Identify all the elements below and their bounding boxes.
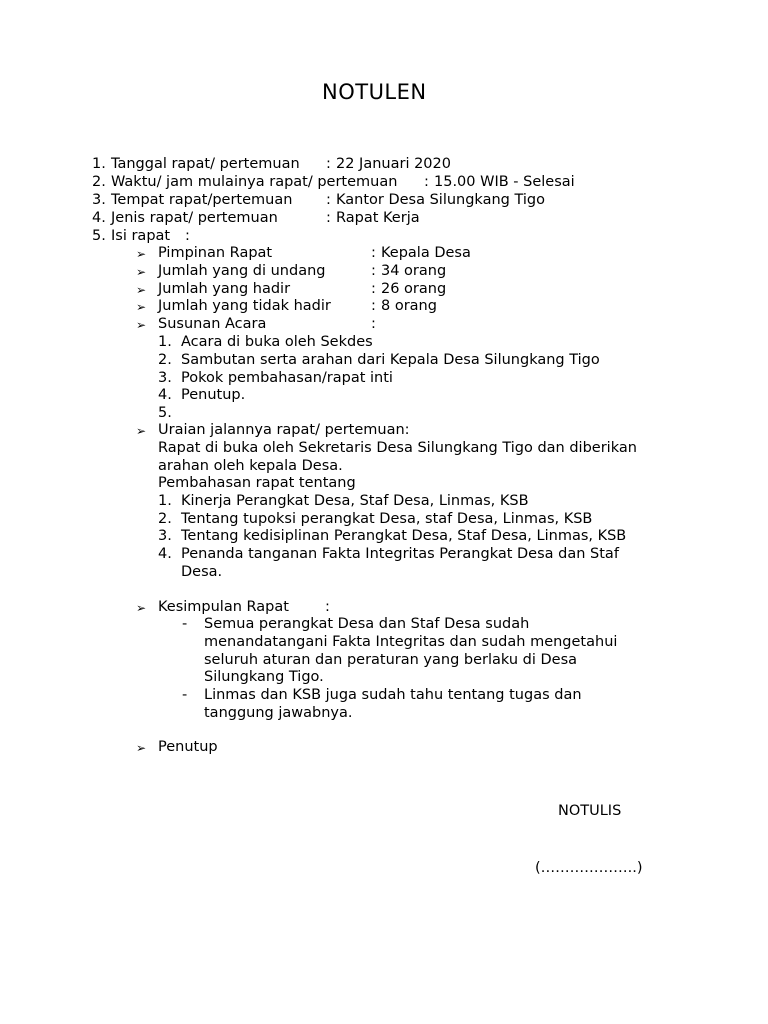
item-label: Isi rapat — [111, 228, 171, 244]
arrow-bullet-icon: ➢ — [136, 741, 147, 755]
uraian-line: Rapat di buka oleh Sekretaris Desa Silungkang Tigo dan diberikan — [158, 440, 637, 456]
pembahasan-text: Tentang tupoksi perangkat Desa, staf Desa, Linmas, KSB — [181, 511, 593, 527]
arrow-bullet-icon: ➢ — [136, 601, 147, 615]
kesimpulan-text: Silungkang Tigo. — [204, 669, 324, 685]
acara-number: 5. — [158, 405, 172, 421]
isi-separator: : — [371, 245, 376, 261]
item-separator: : — [326, 192, 331, 208]
item-label: Waktu/ jam mulainya rapat/ pertemuan — [111, 174, 398, 190]
uraian-heading: Uraian jalannya rapat/ pertemuan: — [158, 422, 410, 438]
kesimpulan-text: Linmas dan KSB juga sudah tahu tentang tugas dan — [204, 687, 582, 703]
pembahasan-text: Kinerja Perangkat Desa, Staf Desa, Linmas, KSB — [181, 493, 529, 509]
acara-number: 2. — [158, 352, 172, 368]
item-number: 5. — [92, 228, 106, 244]
pembahasan-text: Desa. — [181, 564, 223, 580]
isi-separator: : — [371, 316, 376, 332]
arrow-bullet-icon: ➢ — [136, 283, 147, 297]
acara-number: 3. — [158, 370, 172, 386]
kesimpulan-text: Semua perangkat Desa dan Staf Desa sudah — [204, 616, 530, 632]
item-number: 2. — [92, 174, 106, 190]
arrow-bullet-icon: ➢ — [136, 318, 147, 332]
pembahasan-number: 2. — [158, 511, 172, 527]
kesimpulan-text: tanggung jawabnya. — [204, 705, 353, 721]
acara-number: 4. — [158, 387, 172, 403]
item-separator: : — [326, 156, 331, 172]
isi-value: Kepala Desa — [381, 245, 471, 261]
item-value: 15.00 WIB - Selesai — [434, 174, 575, 190]
pembahasan-text: Penanda tanganan Fakta Integritas Perangkat Desa dan Staf — [181, 546, 619, 562]
isi-separator: : — [371, 281, 376, 297]
isi-value: 34 orang — [381, 263, 447, 279]
penutup-text: Penutup — [158, 739, 218, 755]
kesimpulan-text: seluruh aturan dan peraturan yang berlaku di Desa — [204, 652, 578, 668]
isi-label: Pimpinan Rapat — [158, 245, 273, 261]
isi-value: 8 orang — [381, 298, 437, 314]
pembahasan-number: 1. — [158, 493, 172, 509]
acara-text: Penutup. — [181, 387, 246, 403]
kesimpulan-dash: - — [182, 687, 188, 703]
acara-text: Pokok pembahasan/rapat inti — [181, 370, 393, 386]
notulis-label: NOTULIS — [558, 803, 622, 819]
kesimpulan-heading: Kesimpulan Rapat — [158, 599, 289, 615]
acara-text: Sambutan serta arahan dari Kepala Desa Silungkang Tigo — [181, 352, 600, 368]
signature-placeholder: (………………..) — [535, 860, 643, 876]
arrow-bullet-icon: ➢ — [136, 300, 147, 314]
item-label: Jenis rapat/ pertemuan — [111, 210, 278, 226]
kesimpulan-separator: : — [325, 599, 330, 615]
item-value: 22 Januari 2020 — [336, 156, 451, 172]
item-separator: : — [326, 210, 331, 226]
isi-value: 26 orang — [381, 281, 447, 297]
isi-label: Jumlah yang tidak hadir — [158, 298, 331, 314]
arrow-bullet-icon: ➢ — [136, 265, 147, 279]
acara-text: Acara di buka oleh Sekdes — [181, 334, 373, 350]
document-title: NOTULEN — [322, 80, 427, 104]
item-number: 4. — [92, 210, 106, 226]
isi-label: Susunan Acara — [158, 316, 267, 332]
item-value: Kantor Desa Silungkang Tigo — [336, 192, 545, 208]
item-separator: : — [185, 228, 190, 244]
arrow-bullet-icon: ➢ — [136, 247, 147, 261]
item-label: Tempat rapat/pertemuan — [111, 192, 293, 208]
uraian-line: arahan oleh kepala Desa. — [158, 458, 343, 474]
pembahasan-number: 3. — [158, 528, 172, 544]
uraian-line: Pembahasan rapat tentang — [158, 475, 356, 491]
pembahasan-number: 4. — [158, 546, 172, 562]
item-number: 3. — [92, 192, 106, 208]
item-label: Tanggal rapat/ pertemuan — [111, 156, 300, 172]
item-separator: : — [424, 174, 429, 190]
item-number: 1. — [92, 156, 106, 172]
kesimpulan-dash: - — [182, 616, 188, 632]
arrow-bullet-icon: ➢ — [136, 424, 147, 438]
kesimpulan-text: menandatangani Fakta Integritas dan sudah mengetahui — [204, 634, 618, 650]
isi-label: Jumlah yang hadir — [158, 281, 291, 297]
item-value: Rapat Kerja — [336, 210, 420, 226]
isi-label: Jumlah yang di undang — [158, 263, 326, 279]
isi-separator: : — [371, 298, 376, 314]
pembahasan-text: Tentang kedisiplinan Perangkat Desa, Staf Desa, Linmas, KSB — [181, 528, 627, 544]
acara-number: 1. — [158, 334, 172, 350]
isi-separator: : — [371, 263, 376, 279]
